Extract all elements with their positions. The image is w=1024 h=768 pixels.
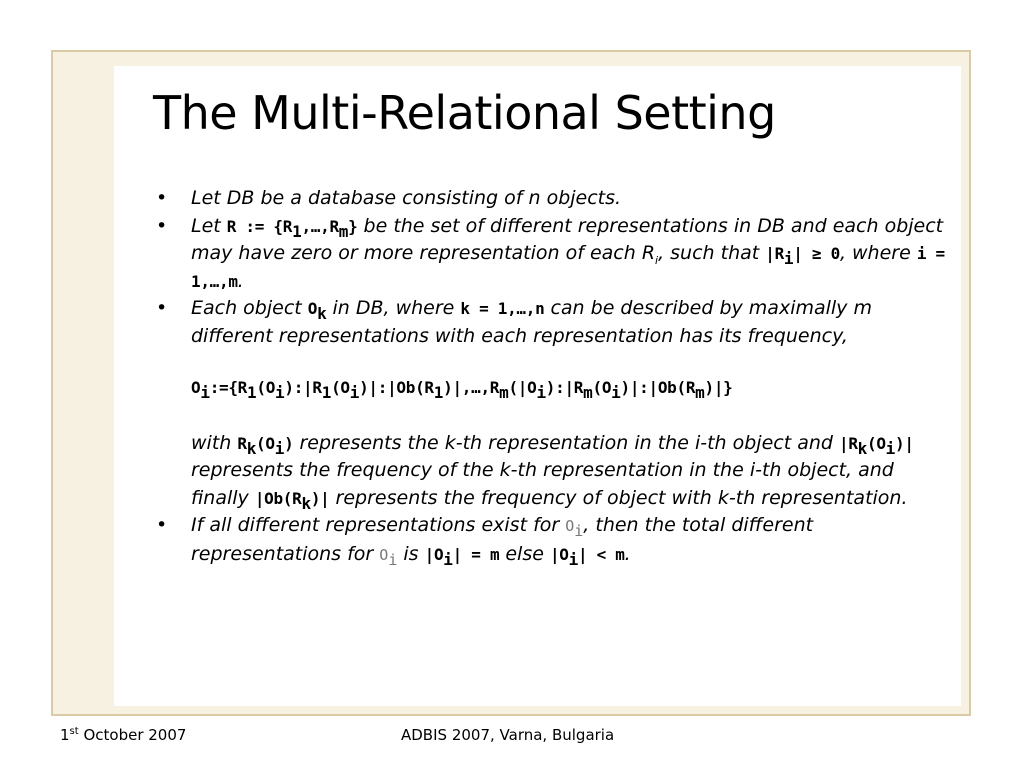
subscript: i (655, 253, 659, 267)
formula-part: )|:|Ob(R (359, 378, 434, 397)
subscript: 1 (247, 382, 257, 402)
bullet-dot: • (156, 297, 168, 319)
paragraph-text: represents the frequency of the k-th representation in the i-th object, and finally (191, 459, 894, 509)
code-text: (O (867, 433, 886, 453)
subscript: 1 (433, 382, 444, 402)
paragraph-text: represents the k-th representation in the i-th object and (293, 431, 839, 454)
formula-part: )|} (704, 378, 733, 397)
subscript: k (317, 303, 327, 323)
bullet-text: else (499, 542, 550, 565)
footer-date (60, 726, 186, 744)
subscript: k (301, 493, 311, 513)
formula (156, 374, 951, 402)
slide-title: The Multi-Relational Setting (153, 86, 776, 140)
footer-conference: ADBIS 2007, Varna, Bulgaria (401, 726, 615, 744)
subscript: 1 (292, 221, 302, 241)
code-text: | = m (452, 544, 500, 564)
footer-date-text: October 2007 (78, 726, 187, 744)
subscript: i (443, 549, 453, 569)
bullet-dot: • (156, 514, 168, 536)
code-text: ,…,R (301, 216, 339, 236)
code-text: O (307, 299, 318, 318)
bullet-item (156, 185, 951, 213)
code-text: R (237, 433, 247, 453)
subscript: i (885, 438, 896, 458)
formula-part: ):|R (284, 378, 322, 397)
bullet-text: , where (839, 242, 917, 264)
bullet-text: in DB, where (326, 297, 461, 319)
paragraph-text: with (191, 431, 238, 454)
bullet-text: . (624, 542, 631, 565)
subscript: 1 (321, 382, 332, 402)
code-text: R := {R (226, 216, 293, 236)
bullet-item (156, 295, 951, 350)
formula-part: (|O (508, 378, 537, 397)
code-text: O (379, 545, 389, 564)
code-text: i = 1,…,m (191, 244, 945, 291)
subscript: k (246, 438, 257, 458)
code-text: ) (284, 433, 294, 453)
footer-date-suffix: st (69, 726, 79, 737)
formula-part: :={R (209, 378, 248, 397)
subscript: k (857, 438, 867, 458)
formula-part: (O (331, 378, 350, 397)
bullet-text: Each object (191, 297, 308, 319)
bullet-text: Let DB be a database consisting of n objects. (191, 187, 622, 209)
bullet-item (156, 512, 951, 569)
bullet-text: , such that (658, 242, 766, 264)
formula-part: (O (256, 378, 276, 397)
code-text: |O (549, 544, 569, 564)
code-text: |R (838, 433, 858, 453)
slide-body (156, 185, 951, 569)
code-text: )| (310, 488, 330, 508)
code-text: |R (765, 244, 784, 263)
formula-part: O (191, 378, 201, 397)
subscript: i (536, 382, 546, 402)
code-text: (O (256, 433, 275, 453)
subscript: m (338, 221, 349, 241)
subscript: i (349, 382, 360, 402)
subscript: i (783, 248, 794, 268)
subscript: i (611, 382, 621, 402)
subscript: i (274, 438, 285, 458)
bullet-item (156, 213, 951, 296)
bullet-text: , then the total different representations for (191, 514, 814, 565)
code-text: | ≥ 0 (793, 244, 840, 263)
subscript: i (275, 382, 285, 402)
paragraph-text: represents the frequency of object with k-th representation. (329, 486, 908, 509)
subscript: m (583, 382, 593, 402)
bullet-dot: • (156, 187, 168, 209)
code-text: O (565, 517, 575, 535)
bullet-text: . (237, 269, 244, 292)
code-text: k = 1,…,n (460, 299, 545, 318)
bullet-text: If all different representations exist for (191, 514, 566, 536)
subscript: m (499, 382, 509, 402)
code-text: } (348, 216, 358, 236)
code-text: )| (895, 433, 914, 453)
subscript: i (568, 549, 578, 569)
code-text: |O (424, 544, 444, 564)
bullet-text: Let (191, 214, 227, 237)
bullet-text: is (397, 542, 425, 565)
subscript: i (200, 382, 210, 402)
code-text: |Ob(R (254, 488, 302, 508)
bullet-dot: • (156, 214, 168, 237)
subscript: i (574, 521, 584, 540)
explanation-paragraph (156, 430, 951, 513)
formula-part: )|,…,R (443, 378, 500, 397)
subscript: i (388, 550, 398, 569)
bullet-text: be the set of different representations in DB and each object may have zero or more representation of each R (191, 214, 944, 264)
formula-part: (O (592, 378, 612, 397)
formula-part: )|:|Ob(R (620, 378, 696, 397)
bullet-text: can be described by maximally m different representations with each representation has its frequency, (191, 297, 872, 347)
code-text: | < m (577, 544, 625, 564)
subscript: m (695, 382, 705, 402)
formula-part: ):|R (545, 378, 584, 397)
footer-date-day: 1 (60, 726, 70, 744)
